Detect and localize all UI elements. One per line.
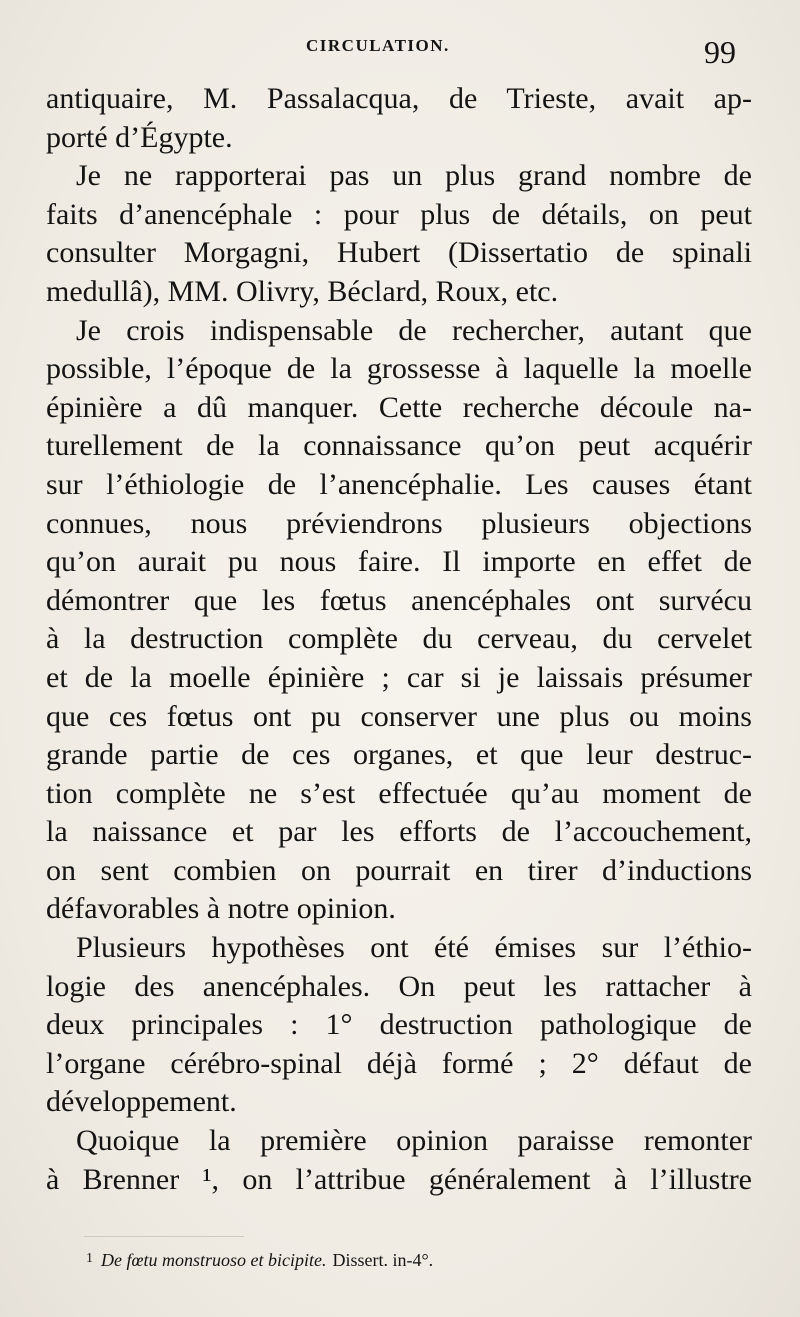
page-number: 99	[704, 34, 736, 70]
text-line: logie des anencéphales. On peut les rattacher à	[46, 969, 752, 1003]
text-line: l’organe cérébro-spinal déjà formé ; 2° défaut de	[46, 1046, 752, 1080]
text-line: tion complète ne s’est effectuée qu’au moment de	[46, 776, 752, 810]
text-line: medullâ), MM. Olivry, Béclard, Roux, etc.	[46, 274, 559, 308]
text-line: deux principales : 1° destruction pathologique de	[46, 1008, 752, 1042]
text-line: défavorables à notre opinion.	[46, 892, 396, 926]
text-line: sur l’éthiologie de l’anencéphalie. Les causes étant	[46, 467, 752, 501]
text-line: connues, nous préviendrons plusieurs objections	[46, 506, 752, 540]
text-line: et de la moelle épinière ; car si je laissais présumer	[46, 660, 752, 694]
text-line: on sent combien on pourrait en tirer d’inductions	[46, 853, 752, 887]
footnote-divider	[84, 1236, 244, 1237]
text-line: à Brenner ¹, on l’attribue généralement à l’illustre	[46, 1162, 752, 1196]
text-line: faits d’anencéphale : pour plus de détails, on peut	[46, 197, 752, 231]
text-line: consulter Morgagni, Hubert (Dissertatio de spinali	[46, 236, 752, 270]
text-line: démontrer que les fœtus anencéphales ont survécu	[46, 583, 752, 617]
footnote	[86, 1250, 433, 1271]
footnote-title: De fœtu monstruoso et bicipite.	[101, 1250, 327, 1270]
paragraph-start-line: Plusieurs hypothèses ont été émises sur l’éthio-	[76, 931, 752, 965]
text-line: turellement de la connaissance qu’on peut acquérir	[46, 429, 752, 463]
paragraph-start-line: Quoique la première opinion paraisse remonter	[76, 1124, 752, 1158]
running-title: CIRCULATION.	[306, 36, 450, 55]
body-text	[46, 80, 752, 1199]
text-line: à la destruction complète du cerveau, du cervelet	[46, 622, 752, 656]
footnote-details: Dissert. in-4°.	[332, 1250, 434, 1270]
text-line: grande partie de ces organes, et que leur destruc-	[46, 738, 752, 772]
text-line: développement.	[46, 1085, 237, 1119]
text-line: qu’on aurait pu nous faire. Il importe en effet de	[46, 545, 752, 579]
footnote-marker: 1	[86, 1251, 93, 1266]
paragraph-start-line: Je ne rapporterai pas un plus grand nombre de	[76, 159, 752, 193]
text-line: antiquaire, M. Passalacqua, de Trieste, avait ap-	[46, 82, 752, 115]
text-line: la naissance et par les efforts de l’accouchement,	[46, 815, 752, 849]
paragraph-start-line: Je crois indispensable de rechercher, autant que	[76, 313, 752, 347]
text-line: épinière a dû manquer. Cette recherche découle na-	[46, 390, 752, 424]
text-line: porté d’Égypte.	[46, 120, 233, 154]
text-line: possible, l’époque de la grossesse à laquelle la moelle	[46, 352, 752, 386]
text-line: que ces fœtus ont pu conserver une plus ou moins	[46, 699, 752, 733]
